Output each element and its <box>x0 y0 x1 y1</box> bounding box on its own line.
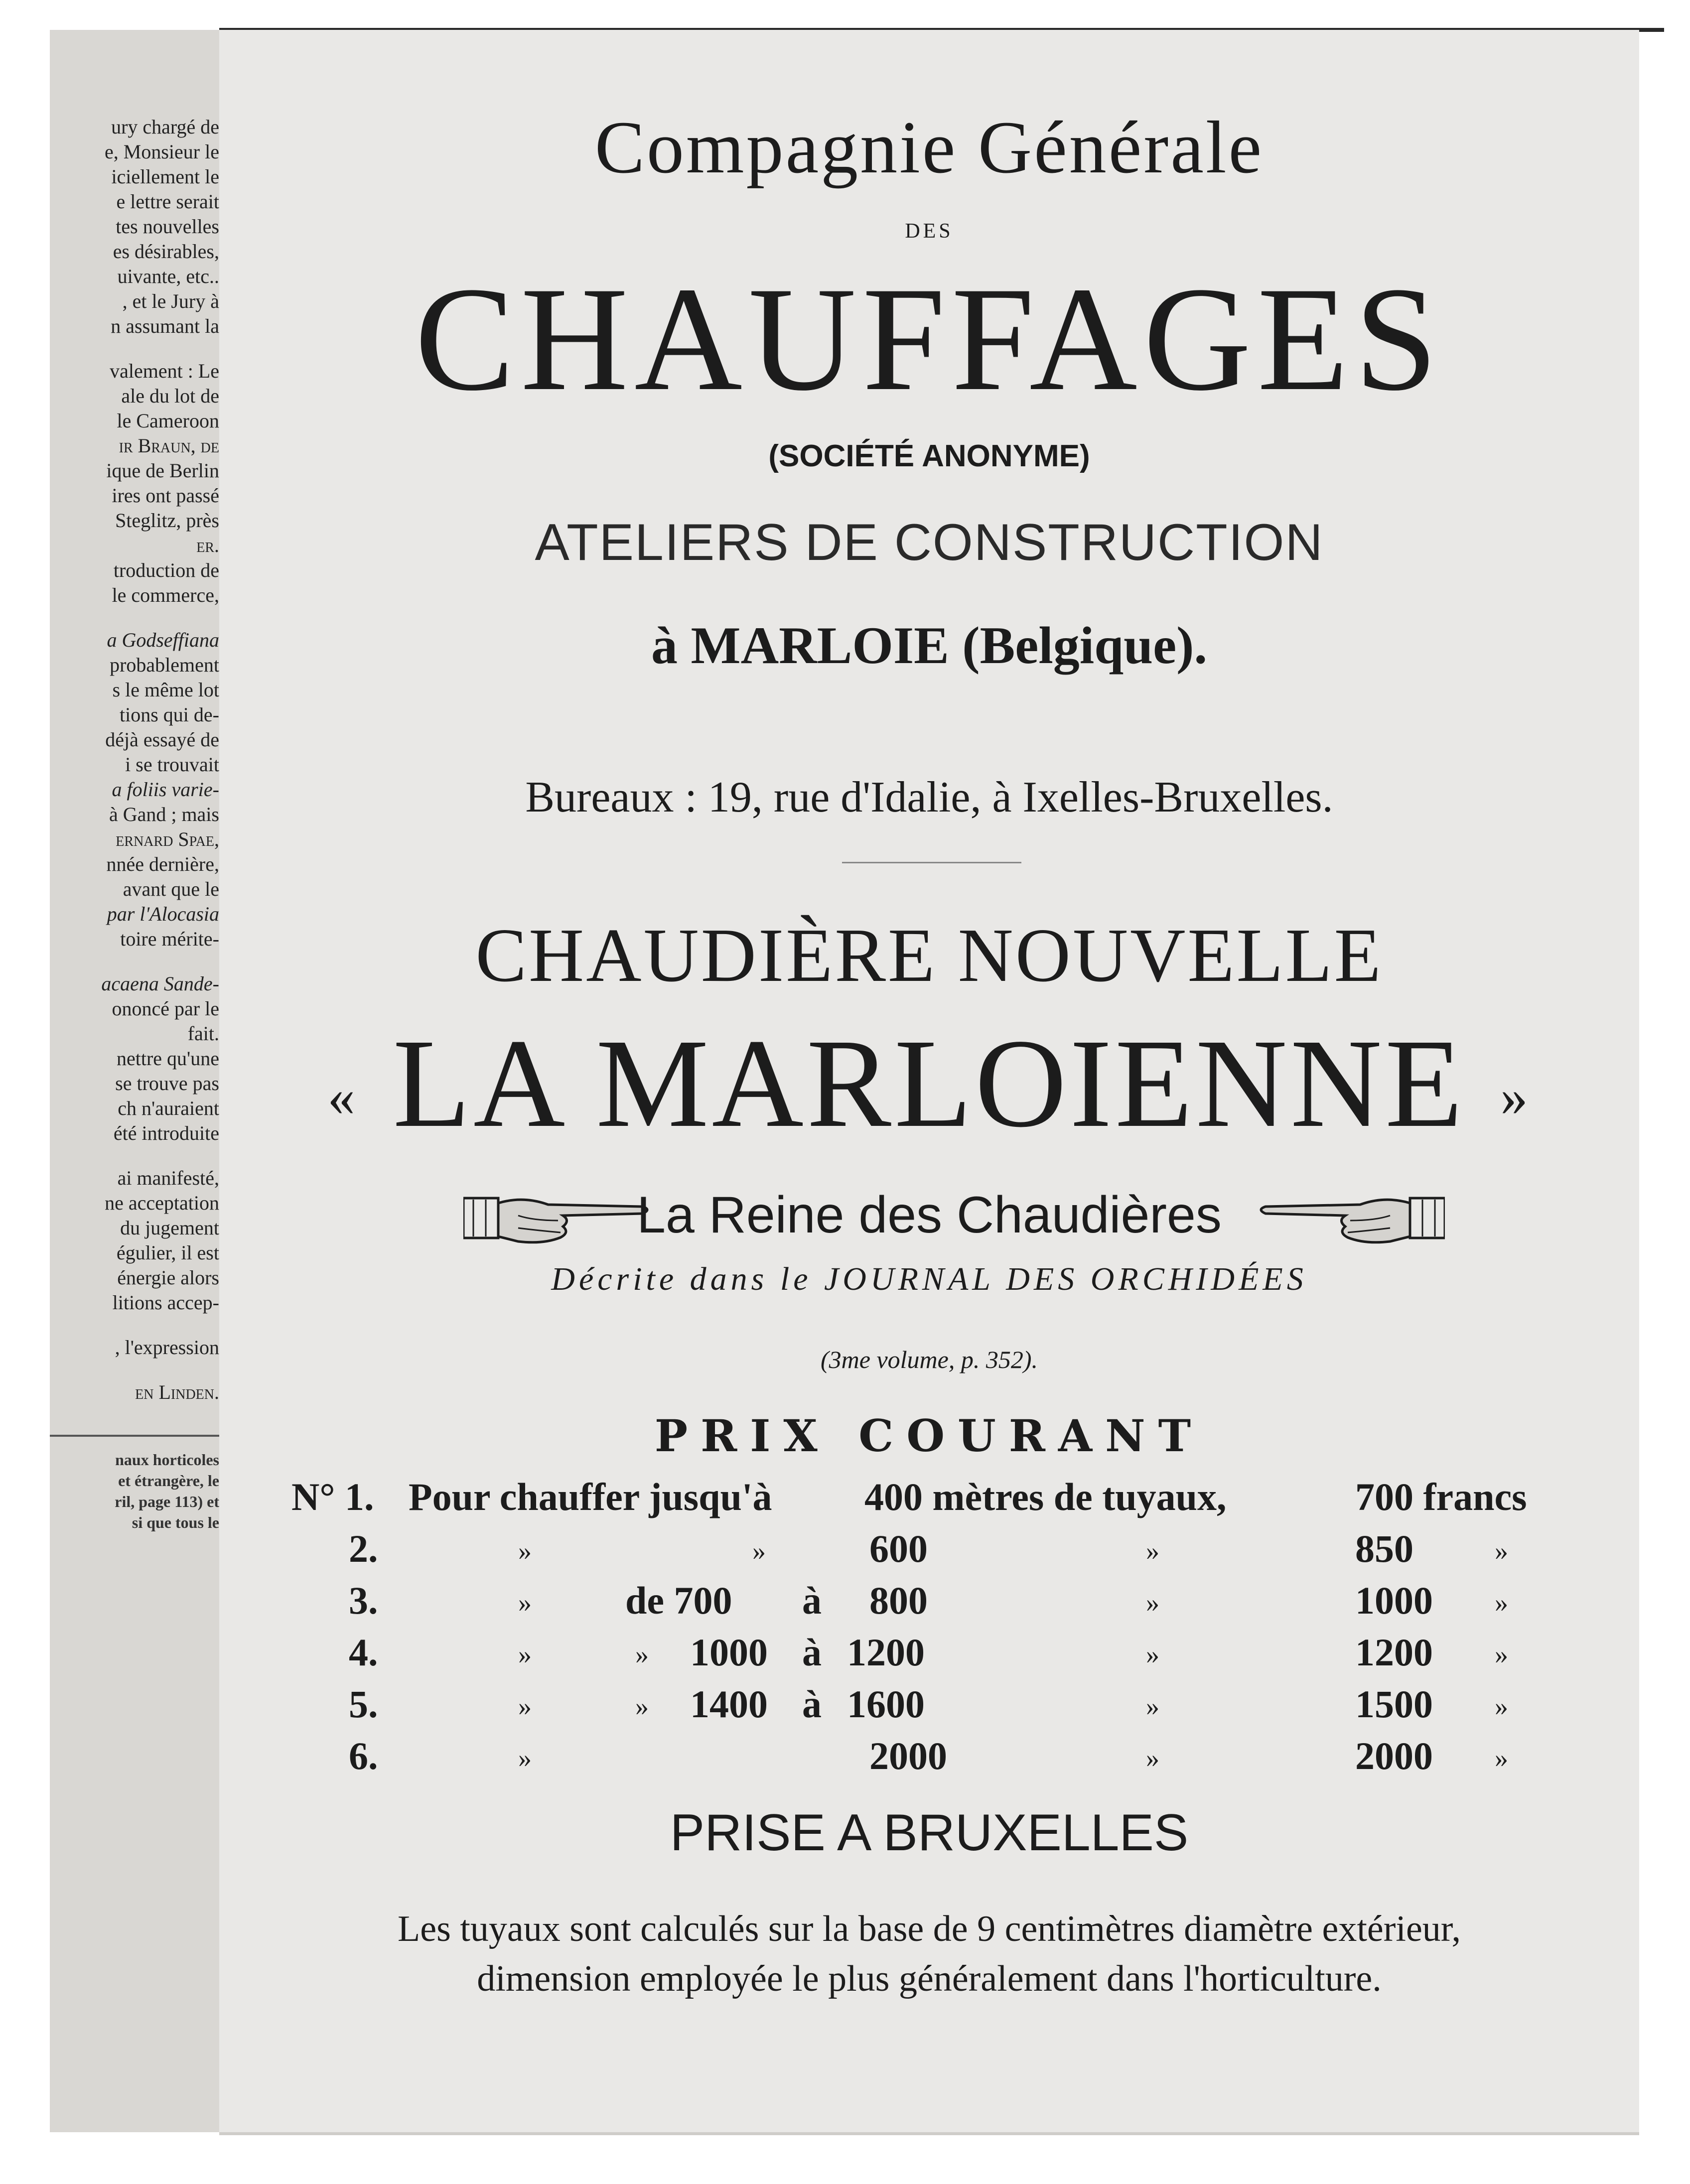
price-row-4-to: 1200 <box>847 1631 925 1674</box>
price-row-1-desc: Pour chauffer jusqu'à <box>409 1475 772 1518</box>
left-column-line: iciellement le <box>111 165 219 188</box>
left-column-fragment <box>50 30 221 2132</box>
left-column-line: nnée dernière, <box>106 853 219 875</box>
price-row-4-d1: » <box>518 1639 532 1669</box>
price-row-5-num: 5. <box>349 1682 378 1726</box>
price-row-3-a: à <box>802 1579 822 1622</box>
left-column-line: ury chargé de <box>111 116 219 138</box>
price-row-6-d1: » <box>518 1743 532 1773</box>
left-column-line: fait. <box>187 1022 219 1045</box>
prix-courant-heading: PRIX COURANT <box>654 1410 1204 1462</box>
price-row-4-d2: » <box>635 1639 649 1669</box>
note-line-2: dimension employée le plus généralement dans l'horticulture. <box>477 1958 1382 1999</box>
left-column-line: le commerce, <box>112 584 219 606</box>
price-row-6-price: 2000 <box>1355 1734 1433 1777</box>
left-column-line: er. <box>196 534 219 556</box>
left-column-line: ne acceptation <box>105 1192 219 1214</box>
price-row-6-d4: » <box>1495 1743 1508 1773</box>
price-row-3-d4: » <box>1495 1588 1508 1618</box>
societe-anonyme: (SOCIÉTÉ ANONYME) <box>768 439 1090 473</box>
price-row-3-price: 1000 <box>1355 1579 1433 1622</box>
left-column-line: se trouve pas <box>115 1072 219 1094</box>
price-row-2-d2: » <box>752 1536 766 1566</box>
left-column-line: valement : Le <box>110 360 219 382</box>
left-column-line: acaena Sande- <box>101 972 219 995</box>
price-row-1-to: 400 mètres de tuyaux, <box>864 1475 1227 1518</box>
left-column-line: ique de Berlin <box>106 459 219 482</box>
left-column-line: es désirables, <box>113 240 219 263</box>
price-row-3-from: de 700 <box>625 1579 732 1622</box>
price-row-5-d2: » <box>635 1691 649 1721</box>
left-column-line: énergie alors <box>117 1266 219 1289</box>
page-edge <box>219 2132 1639 2135</box>
price-row-6-num: 6. <box>349 1734 378 1777</box>
bureaux-address: Bureaux : 19, rue d'Idalie, à Ixelles-Bruxelles. <box>525 773 1333 821</box>
volume-reference: (3me volume, p. 352). <box>821 1346 1038 1373</box>
left-column-line: été introduite <box>113 1122 219 1144</box>
ateliers-line: ATELIERS DE CONSTRUCTION <box>535 514 1324 571</box>
note-line-1: Les tuyaux sont calculés sur la base de 9 centimètres diamètre extérieur, <box>398 1909 1461 1949</box>
left-column-line: , l'expression <box>115 1336 219 1359</box>
left-column-line: égulier, il est <box>116 1241 219 1264</box>
close-quote: » <box>1500 1066 1531 1127</box>
price-row-3-num: 3. <box>349 1579 378 1622</box>
price-row-3-to: 800 <box>869 1579 928 1622</box>
left-column-line: troduction de <box>113 559 219 581</box>
left-column-footnote-line: et étrangère, le <box>118 1472 219 1490</box>
price-row-5-from: 1400 <box>690 1682 768 1726</box>
price-row-2-d4: » <box>1495 1536 1508 1566</box>
left-column-footnote-line: naux horticoles <box>115 1451 219 1469</box>
price-row-5-price: 1500 <box>1355 1682 1433 1726</box>
marloie-line: à MARLOIE (Belgique). <box>651 616 1207 675</box>
left-column-line: s le même lot <box>112 679 219 701</box>
price-row-3-d1: » <box>518 1588 532 1618</box>
left-column-line: e, Monsieur le <box>105 140 219 163</box>
price-row-2-price: 850 <box>1355 1527 1413 1570</box>
price-row-3-d3: » <box>1146 1588 1159 1618</box>
left-column-line: ernard Spae, <box>116 828 219 850</box>
left-column-line: probablement <box>110 654 219 676</box>
price-row-5-d3: » <box>1146 1691 1159 1721</box>
left-column-line: ai manifesté, <box>117 1167 219 1189</box>
journal-reference: Décrite dans le JOURNAL DES ORCHIDÉES <box>551 1261 1307 1297</box>
price-row-2-to: 600 <box>869 1527 928 1570</box>
price-row-4-num: 4. <box>349 1631 378 1674</box>
left-column-line: du jugement <box>120 1217 219 1239</box>
left-column-line: en Linden. <box>135 1381 219 1403</box>
chaudiere-heading: CHAUDIÈRE NOUVELLE <box>475 913 1383 998</box>
left-column-line: n assumant la <box>111 315 219 337</box>
price-row-5-d4: » <box>1495 1691 1508 1721</box>
product-name: LA MARLOIENNE <box>393 1013 1466 1154</box>
left-column-footnote-line: si que tous le <box>132 1513 219 1531</box>
left-column-line: à Gand ; mais <box>109 803 219 825</box>
left-column-line: nettre qu'une <box>116 1047 219 1070</box>
left-column-line: e lettre serait <box>116 190 219 213</box>
price-row-6-d3: » <box>1146 1743 1159 1773</box>
left-column-line: ch n'auraient <box>118 1097 219 1119</box>
prise-a-bruxelles: PRISE A BRUXELLES <box>670 1804 1189 1862</box>
left-column-line: tions qui de- <box>120 703 219 726</box>
company-line: Compagnie Générale <box>594 106 1264 189</box>
left-column-line: a foliis varie- <box>112 778 219 801</box>
price-row-2-d1: » <box>518 1536 532 1566</box>
divider-rule <box>842 862 1021 863</box>
left-column-line: déjà essayé de <box>105 728 219 751</box>
left-column-line: ale du lot de <box>121 385 219 407</box>
left-column-line: ononcé par le <box>112 997 219 1020</box>
left-column-line: avant que le <box>123 878 219 900</box>
price-row-5-d1: » <box>518 1691 532 1721</box>
price-row-2-num: 2. <box>349 1527 378 1570</box>
left-column-line: ires ont passé <box>112 484 219 507</box>
price-row-1-price: 700 francs <box>1355 1475 1527 1518</box>
left-column-line: , et le Jury à <box>122 290 219 312</box>
price-row-1-num: N° 1. <box>291 1475 374 1518</box>
left-column-line: a Godseffiana <box>107 629 219 651</box>
left-column-line: Steglitz, près <box>115 509 219 532</box>
left-column-line: le Cameroon <box>117 410 219 432</box>
left-column-line: uivante, etc.. <box>117 265 219 287</box>
open-quote: « <box>327 1066 358 1127</box>
price-row-5-a: à <box>802 1682 822 1726</box>
des-line: DES <box>905 220 954 243</box>
price-row-6-to: 2000 <box>869 1734 947 1777</box>
left-column-line: par l'Alocasia <box>107 903 219 925</box>
price-row-5-to: 1600 <box>847 1682 925 1726</box>
left-column-footnote-line: ril, page 113) et <box>115 1493 219 1510</box>
price-row-4-d4: » <box>1495 1639 1508 1669</box>
product-name-row <box>219 1013 1639 1164</box>
price-row-4-price: 1200 <box>1355 1631 1433 1674</box>
price-row-4-a: à <box>802 1631 822 1674</box>
left-column-line: litions accep- <box>112 1291 219 1314</box>
price-row-4-from: 1000 <box>690 1631 768 1674</box>
left-column-line: i se trouvait <box>125 753 219 776</box>
price-row-4-d3: » <box>1146 1639 1159 1669</box>
left-column-separator <box>50 1435 219 1437</box>
left-column-line: tes nouvelles <box>116 215 219 238</box>
left-column-line: ır Braun, de <box>119 434 219 457</box>
tagline: La Reine des Chaudières <box>637 1186 1222 1244</box>
chauffages-title: CHAUFFAGES <box>415 256 1444 421</box>
price-row-2-d3: » <box>1146 1536 1159 1566</box>
left-column-line: toire mérite- <box>120 928 219 950</box>
